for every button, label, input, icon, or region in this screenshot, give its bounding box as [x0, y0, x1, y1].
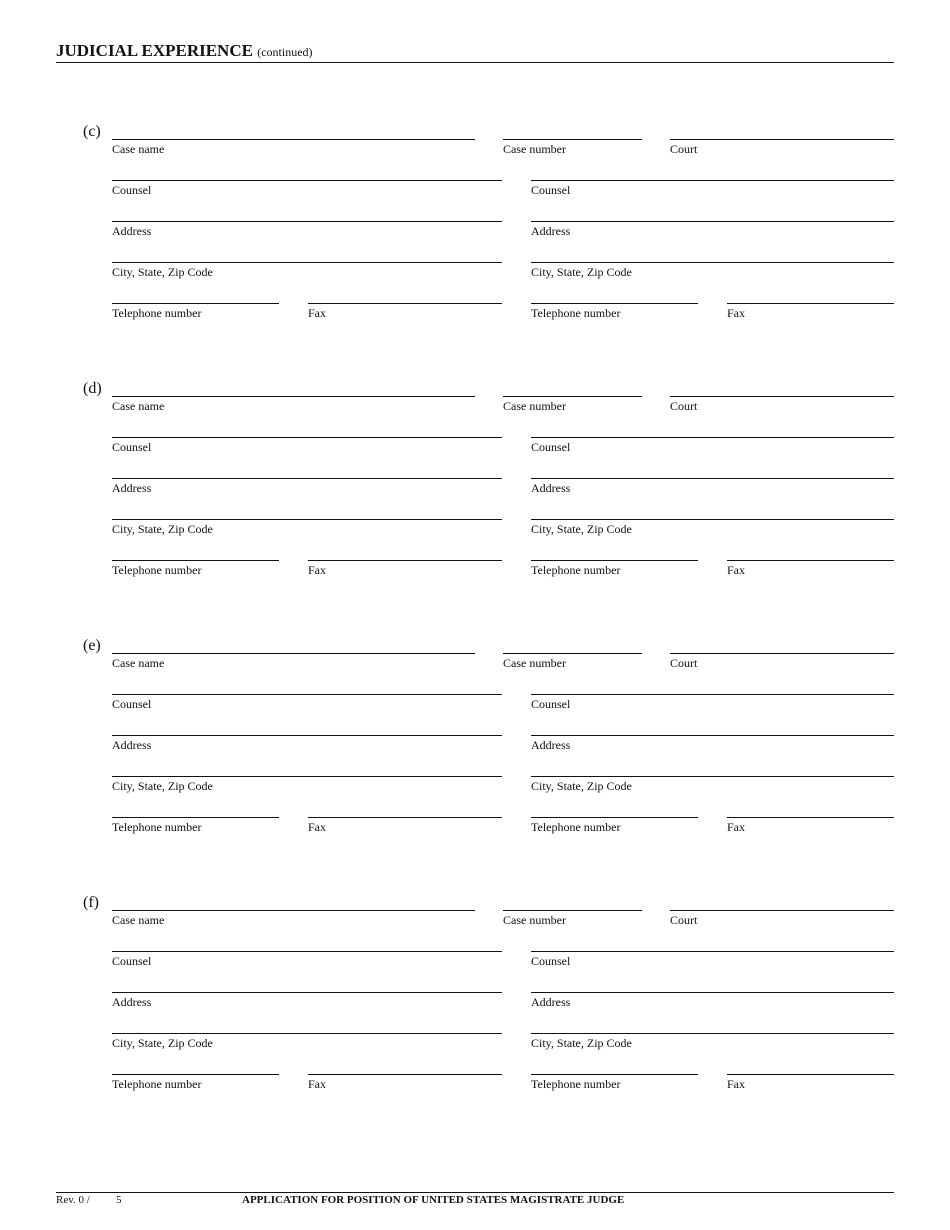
address-label-left: Address [112, 481, 152, 495]
address-field-left[interactable] [112, 205, 502, 221]
fax-field-right[interactable] [727, 544, 894, 560]
telephone-label-right: Telephone number [531, 306, 621, 320]
court-label: Court [670, 913, 698, 927]
city-state-zip-label-right: City, State, Zip Code [531, 1036, 632, 1050]
section-letter: (d) [83, 380, 102, 397]
address-field-left[interactable] [112, 719, 502, 735]
city-state-zip-field-left-line [112, 262, 502, 263]
address-field-left-line [112, 478, 502, 479]
address-label-left: Address [112, 738, 152, 752]
telephone-label-right: Telephone number [531, 563, 621, 577]
address-field-left-line [112, 221, 502, 222]
address-field-right-line [531, 735, 894, 736]
address-field-right[interactable] [531, 719, 894, 735]
court-field-line [670, 653, 894, 654]
court-field[interactable] [670, 380, 894, 396]
telephone-field-left-line [112, 817, 279, 818]
telephone-label-left: Telephone number [112, 306, 202, 320]
counsel-field-right-line [531, 694, 894, 695]
counsel-label-left: Counsel [112, 183, 152, 197]
city-state-zip-field-right[interactable] [531, 246, 894, 262]
address-field-right[interactable] [531, 976, 894, 992]
city-state-zip-field-right-line [531, 1033, 894, 1034]
telephone-field-right[interactable] [531, 1058, 698, 1074]
case-name-label: Case name [112, 656, 165, 670]
telephone-field-left[interactable] [112, 287, 279, 303]
counsel-label-right: Counsel [531, 440, 571, 454]
fax-label-left: Fax [308, 306, 326, 320]
footer-title: APPLICATION FOR POSITION OF UNITED STATES MAGISTRATE JUDGE [242, 1194, 625, 1206]
city-state-zip-label-left: City, State, Zip Code [112, 779, 213, 793]
city-state-zip-label-left: City, State, Zip Code [112, 522, 213, 536]
city-state-zip-field-right-line [531, 519, 894, 520]
court-field-line [670, 396, 894, 397]
telephone-label-right: Telephone number [531, 820, 621, 834]
fax-label-right: Fax [727, 306, 745, 320]
telephone-field-right[interactable] [531, 544, 698, 560]
case-number-field-line [503, 396, 642, 397]
fax-field-left-line [308, 303, 502, 304]
address-label-right: Address [531, 481, 571, 495]
counsel-field-left[interactable] [112, 164, 502, 180]
counsel-field-left-line [112, 694, 502, 695]
case-number-field[interactable] [503, 894, 642, 910]
fax-field-right[interactable] [727, 1058, 894, 1074]
city-state-zip-label-left: City, State, Zip Code [112, 265, 213, 279]
header-subtitle: (continued) [257, 45, 313, 59]
counsel-label-left: Counsel [112, 440, 152, 454]
fax-label-right: Fax [727, 820, 745, 834]
court-field[interactable] [670, 637, 894, 653]
telephone-field-right[interactable] [531, 287, 698, 303]
counsel-field-left[interactable] [112, 421, 502, 437]
telephone-field-left[interactable] [112, 801, 279, 817]
city-state-zip-field-left[interactable] [112, 246, 502, 262]
telephone-field-right-line [531, 817, 698, 818]
telephone-label-right: Telephone number [531, 1077, 621, 1091]
counsel-field-left-line [112, 180, 502, 181]
counsel-field-right[interactable] [531, 164, 894, 180]
fax-label-left: Fax [308, 1077, 326, 1091]
address-field-right-line [531, 992, 894, 993]
city-state-zip-field-left[interactable] [112, 1017, 502, 1033]
city-state-zip-label-right: City, State, Zip Code [531, 265, 632, 279]
address-field-right-line [531, 478, 894, 479]
counsel-field-left-line [112, 437, 502, 438]
case-name-label: Case name [112, 142, 165, 156]
court-field-line [670, 139, 894, 140]
fax-label-left: Fax [308, 820, 326, 834]
telephone-field-left[interactable] [112, 1058, 279, 1074]
case-number-field[interactable] [503, 123, 642, 139]
counsel-label-right: Counsel [531, 954, 571, 968]
fax-field-right-line [727, 817, 894, 818]
fax-label-right: Fax [727, 1077, 745, 1091]
case-name-field-line [112, 910, 475, 911]
telephone-field-left-line [112, 1074, 279, 1075]
footer-rule [56, 1192, 894, 1193]
fax-field-left[interactable] [308, 1058, 502, 1074]
section-letter: (c) [83, 123, 101, 140]
telephone-label-left: Telephone number [112, 1077, 202, 1091]
city-state-zip-field-left-line [112, 519, 502, 520]
case-number-label: Case number [503, 142, 566, 156]
case-name-field-line [112, 396, 475, 397]
telephone-label-left: Telephone number [112, 563, 202, 577]
city-state-zip-field-left-line [112, 1033, 502, 1034]
address-label-right: Address [531, 224, 571, 238]
court-label: Court [670, 656, 698, 670]
city-state-zip-field-left[interactable] [112, 760, 502, 776]
court-label: Court [670, 399, 698, 413]
address-label-right: Address [531, 995, 571, 1009]
case-name-label: Case name [112, 913, 165, 927]
telephone-field-right-line [531, 303, 698, 304]
case-name-field-line [112, 139, 475, 140]
telephone-field-left-line [112, 560, 279, 561]
fax-label-right: Fax [727, 563, 745, 577]
fax-field-left-line [308, 817, 502, 818]
address-field-left-line [112, 992, 502, 993]
case-name-field[interactable] [112, 637, 475, 653]
header-rule [56, 62, 894, 63]
case-name-field[interactable] [112, 380, 475, 396]
case-number-label: Case number [503, 656, 566, 670]
telephone-field-right-line [531, 560, 698, 561]
city-state-zip-field-left-line [112, 776, 502, 777]
fax-field-left[interactable] [308, 287, 502, 303]
fax-field-left[interactable] [308, 801, 502, 817]
address-field-right-line [531, 221, 894, 222]
address-label-left: Address [112, 224, 152, 238]
counsel-field-left[interactable] [112, 678, 502, 694]
counsel-field-left-line [112, 951, 502, 952]
case-name-field[interactable] [112, 894, 475, 910]
court-label: Court [670, 142, 698, 156]
fax-field-right[interactable] [727, 287, 894, 303]
fax-field-left-line [308, 560, 502, 561]
counsel-field-right[interactable] [531, 421, 894, 437]
case-number-label: Case number [503, 913, 566, 927]
fax-label-left: Fax [308, 563, 326, 577]
court-field[interactable] [670, 123, 894, 139]
fax-field-left[interactable] [308, 544, 502, 560]
counsel-field-left[interactable] [112, 935, 502, 951]
case-number-field-line [503, 653, 642, 654]
address-field-left-line [112, 735, 502, 736]
fax-field-right-line [727, 303, 894, 304]
section-letter: (e) [83, 637, 101, 654]
address-label-right: Address [531, 738, 571, 752]
section-letter: (f) [83, 894, 99, 911]
city-state-zip-label-left: City, State, Zip Code [112, 1036, 213, 1050]
counsel-label-left: Counsel [112, 697, 152, 711]
footer-page-number: 5 [116, 1194, 122, 1206]
fax-field-left-line [308, 1074, 502, 1075]
counsel-field-right-line [531, 180, 894, 181]
case-number-label: Case number [503, 399, 566, 413]
counsel-field-right[interactable] [531, 935, 894, 951]
header-title: JUDICIAL EXPERIENCE [56, 41, 253, 60]
case-name-field[interactable] [112, 123, 475, 139]
city-state-zip-label-right: City, State, Zip Code [531, 779, 632, 793]
case-number-field[interactable] [503, 380, 642, 396]
case-number-field[interactable] [503, 637, 642, 653]
address-field-right[interactable] [531, 205, 894, 221]
city-state-zip-field-left[interactable] [112, 503, 502, 519]
counsel-field-right-line [531, 951, 894, 952]
telephone-field-left[interactable] [112, 544, 279, 560]
address-field-left[interactable] [112, 462, 502, 478]
city-state-zip-field-right-line [531, 776, 894, 777]
telephone-label-left: Telephone number [112, 820, 202, 834]
telephone-field-right-line [531, 1074, 698, 1075]
city-state-zip-field-right-line [531, 262, 894, 263]
footer-rev: Rev. 0 / [56, 1194, 90, 1206]
address-field-right[interactable] [531, 462, 894, 478]
page-header [56, 41, 313, 61]
counsel-field-right[interactable] [531, 678, 894, 694]
telephone-field-right[interactable] [531, 801, 698, 817]
case-number-field-line [503, 910, 642, 911]
city-state-zip-label-right: City, State, Zip Code [531, 522, 632, 536]
city-state-zip-field-right[interactable] [531, 503, 894, 519]
fax-field-right[interactable] [727, 801, 894, 817]
telephone-field-left-line [112, 303, 279, 304]
counsel-label-left: Counsel [112, 954, 152, 968]
city-state-zip-field-right[interactable] [531, 760, 894, 776]
case-name-label: Case name [112, 399, 165, 413]
address-label-left: Address [112, 995, 152, 1009]
address-field-left[interactable] [112, 976, 502, 992]
city-state-zip-field-right[interactable] [531, 1017, 894, 1033]
case-number-field-line [503, 139, 642, 140]
fax-field-right-line [727, 1074, 894, 1075]
fax-field-right-line [727, 560, 894, 561]
court-field-line [670, 910, 894, 911]
counsel-label-right: Counsel [531, 697, 571, 711]
counsel-field-right-line [531, 437, 894, 438]
case-name-field-line [112, 653, 475, 654]
court-field[interactable] [670, 894, 894, 910]
counsel-label-right: Counsel [531, 183, 571, 197]
